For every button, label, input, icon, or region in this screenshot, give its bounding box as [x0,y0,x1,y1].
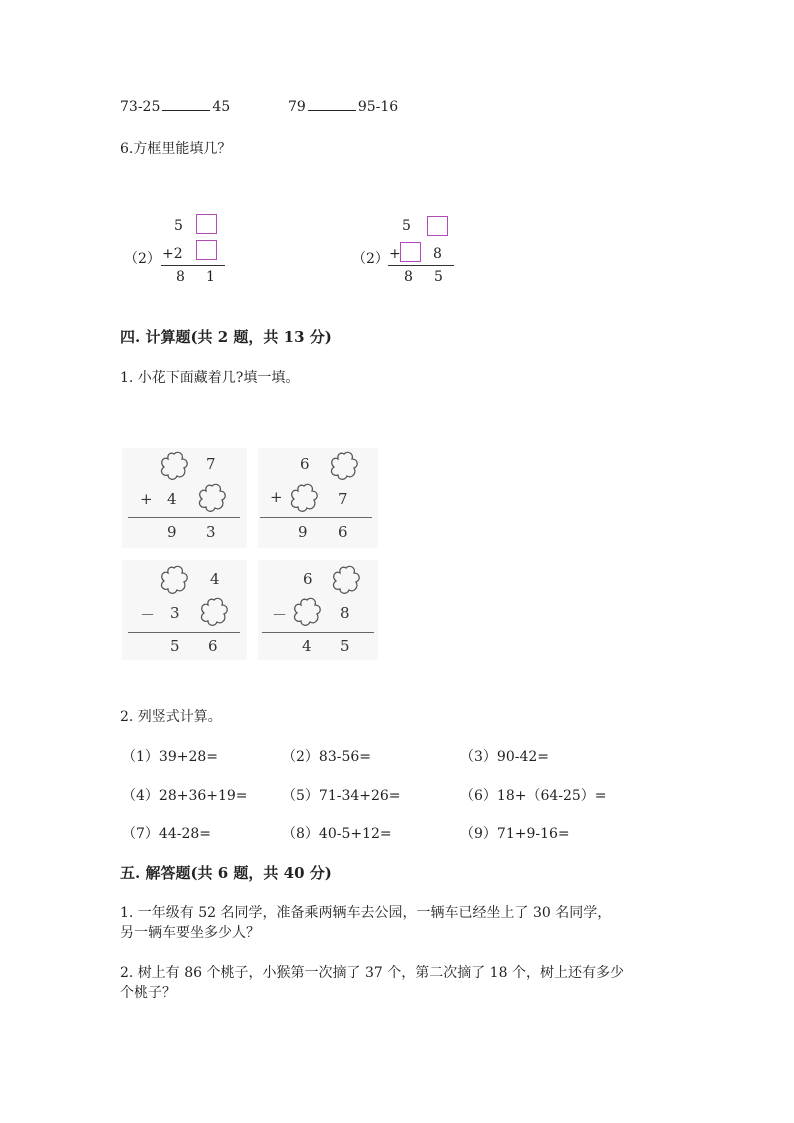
q6-right-ones-digit: 8 [433,246,442,262]
section5-q2-line1: 2. 树上有 86 个桃子，小猴第一次摘了 37 个，第二次摘了 18 个，树上还有多少 [120,965,624,981]
section4-q2-title: 2. 列竖式计算。 [120,709,222,725]
section4-q1-title: 1. 小花下面藏着几?填一填。 [120,370,300,386]
p4-op: － [272,606,288,624]
p4-res-ones: 5 [340,637,350,655]
flower-icon[interactable] [158,450,190,482]
flower-icon[interactable] [291,596,323,628]
p4-mid: 8 [340,604,350,622]
q6-left-op: +2 [162,246,183,262]
p1-mid: 4 [167,490,177,508]
p3-res-ones: 6 [208,637,218,655]
q6-left-res-ones: 1 [206,269,215,285]
p3-top: 4 [210,570,220,588]
section4-title: 四. 计算题(共 2 题，共 13 分) [120,328,332,346]
q6-left-top-digit: 5 [174,218,183,234]
p2-rule [260,517,372,518]
compare-row-right [288,98,398,115]
q6-right-res-ones: 5 [434,269,443,285]
q6-left-label: （2） [124,251,161,267]
compare-right-expr: 79 [288,99,306,115]
p1-rule [128,517,240,518]
section5-q1-line2: 另一辆车要坐多少人？ [120,925,260,941]
p2-mid: 7 [338,490,348,508]
q6-left-box-top[interactable] [196,214,217,234]
calc-item: （2）83-56= [282,749,371,765]
p4-res-tens: 4 [302,637,312,655]
section5-title: 五. 解答题(共 6 题，共 40 分) [120,864,332,882]
calc-item: （5）71-34+26= [282,788,401,804]
q6-right-box-mid[interactable] [400,242,421,262]
calc-item: （6）18+（64-25）= [460,788,607,804]
flower-icon[interactable] [288,482,320,514]
flower-icon[interactable] [330,564,362,596]
p3-rule [128,632,240,633]
p1-res-tens: 9 [167,523,177,541]
calc-item: （8）40-5+12= [282,826,392,842]
section5-q2-line2: 个桃子？ [120,985,176,1001]
p2-top: 6 [300,455,310,473]
compare-row [120,98,230,115]
compare-left-expr: 73-25 [120,99,161,115]
q6-left-res-tens: 8 [176,269,185,285]
p1-op: + [140,490,153,508]
calc-item: （3）90-42= [460,749,549,765]
p3-mid: 3 [170,604,180,622]
p3-op: － [140,606,156,624]
q6-title: 6.方框里能填几？ [120,141,232,157]
q6-right-res-tens: 8 [404,269,413,285]
flower-icon[interactable] [328,450,360,482]
q6-left-rule [161,265,225,266]
p2-op: + [270,488,283,506]
calc-item: （1）39+28= [122,749,218,765]
compare-left-blank[interactable] [162,98,210,111]
compare-left-val: 45 [212,99,231,115]
p1-top: 7 [206,455,216,473]
flower-icon[interactable] [158,564,190,596]
q6-right-top-digit: 5 [402,218,411,234]
q6-right-box-top[interactable] [427,216,448,236]
q6-right-op: + [389,246,401,262]
p2-res-ones: 6 [338,523,348,541]
q6-right-label: （2） [352,251,389,267]
calc-item: （4）28+36+19= [122,788,248,804]
p1-res-ones: 3 [206,523,216,541]
p3-res-tens: 5 [170,637,180,655]
p2-res-tens: 9 [298,523,308,541]
section5-q1-line1: 1. 一年级有 52 名同学，准备乘两辆车去公园，一辆车已经坐上了 30 名同学， [120,905,612,921]
compare-right-blank[interactable] [308,98,356,111]
q6-left-box-mid[interactable] [196,240,217,260]
p4-top: 6 [303,570,313,588]
calc-item: （7）44-28= [122,826,211,842]
flower-icon[interactable] [198,596,230,628]
compare-right-val: 95-16 [357,99,399,115]
calc-item: （9）71+9-16= [460,826,570,842]
p4-rule [262,632,374,633]
q6-right-rule [388,265,454,266]
flower-icon[interactable] [196,482,228,514]
